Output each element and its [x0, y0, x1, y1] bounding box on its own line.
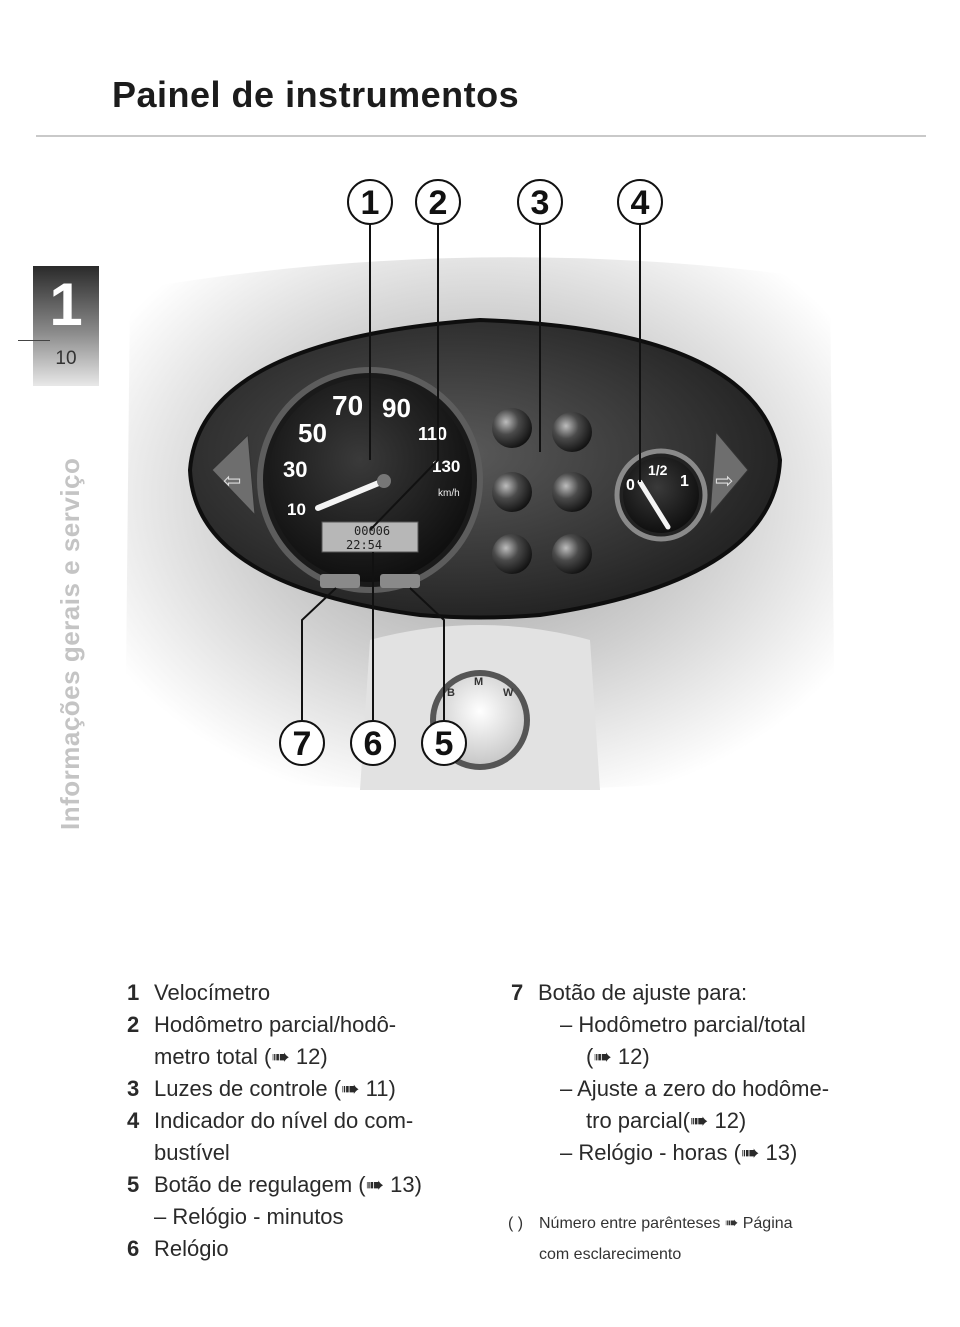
- svg-text:B: B: [447, 687, 455, 699]
- footnote-line-2: com esclarecimento: [539, 1246, 682, 1263]
- legend-item-1: 1 Velocímetro: [127, 980, 271, 1005]
- control-light: [492, 408, 532, 448]
- speedo-label-90: 90: [382, 393, 411, 423]
- callout-1: 1: [360, 184, 380, 222]
- chapter-divider: [18, 340, 50, 341]
- right-arrow-icon: ⇨: [715, 468, 734, 493]
- callouts-bottom: [280, 721, 466, 765]
- lcd-odometer: 00006: [354, 524, 391, 538]
- speedo-label-70: 70: [332, 390, 364, 421]
- callout-3: 3: [530, 184, 550, 222]
- svg-text:W: W: [503, 687, 514, 699]
- fuel-label-half: 1/2: [648, 462, 668, 478]
- fuel-gauge: [617, 451, 705, 539]
- callout-4: 4: [630, 184, 650, 222]
- legend-item-4: 4 Indicador do nível do com- bustível: [127, 1108, 414, 1165]
- legend-item-2: 2 Hodômetro parcial/hodô- metro total (➠ 12): [127, 1012, 397, 1069]
- speedo-label-50: 50: [298, 418, 327, 448]
- chapter-number: 1: [49, 271, 83, 338]
- speedo-label-10: 10: [287, 500, 306, 519]
- control-light: [492, 534, 532, 574]
- callout-5: 5: [434, 725, 454, 763]
- callout-2: 2: [428, 184, 448, 222]
- speedo-label-130: 130: [432, 457, 461, 476]
- lcd-clock: 22:54: [346, 538, 383, 552]
- legend-item-5: 5 Botão de regulagem (➠ 13) – Relógio - minutos: [127, 1172, 422, 1229]
- legend-item-7: 7 Botão de ajuste para: – Hodômetro parcial/total (➠ 12) – Ajuste a zero do hodôme- tro parcial(➠ 12) – Relógio - horas (➠ 13): [511, 980, 830, 1165]
- speedo-label-110: 110: [418, 424, 448, 444]
- page-number: 10: [55, 348, 77, 369]
- fuel-label-0: 0: [626, 477, 635, 494]
- footnote-mark: ( ): [508, 1215, 524, 1232]
- svg-text:M: M: [474, 676, 484, 688]
- button-5[interactable]: [380, 574, 420, 588]
- callout-6: 6: [363, 725, 383, 763]
- footnote: [508, 1208, 793, 1270]
- control-light: [492, 472, 532, 512]
- speedo-label-30: 30: [283, 457, 308, 482]
- button-7[interactable]: [320, 574, 360, 588]
- fuel-label-1: 1: [680, 473, 689, 490]
- callout-7: 7: [292, 725, 312, 763]
- instrument-panel-figure: [120, 170, 840, 790]
- speedo-unit: km/h: [438, 488, 460, 499]
- side-section-label: Informações gerais e serviço: [55, 457, 85, 830]
- control-light: [552, 412, 592, 452]
- title-divider: [36, 135, 926, 137]
- control-light: [552, 534, 592, 574]
- legend-right-column: [511, 977, 891, 1169]
- legend-item-6: 6 Relógio: [127, 1236, 229, 1261]
- page-title: Painel de instrumentos: [112, 74, 520, 115]
- control-light: [552, 472, 592, 512]
- footnote-line-1: Número entre parênteses ➠ Página: [539, 1215, 793, 1232]
- legend-item-3: 3 Luzes de controle (➠ 11): [127, 1076, 396, 1101]
- left-arrow-icon: ⇦: [223, 468, 242, 493]
- callouts-top: [348, 180, 662, 224]
- legend-left-column: [127, 977, 487, 1265]
